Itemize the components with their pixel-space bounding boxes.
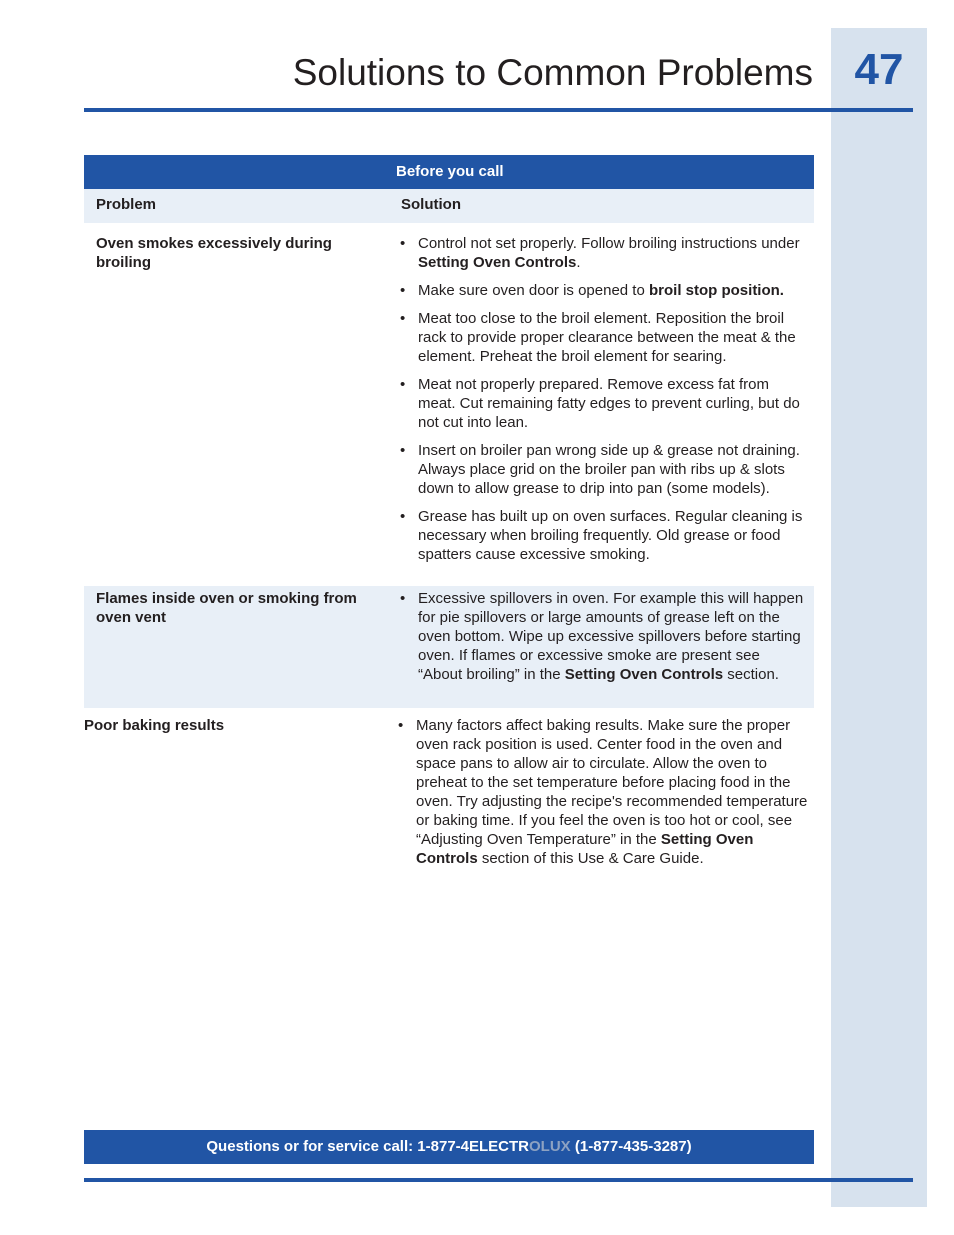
top-rule [84, 108, 913, 112]
service-call-label: Questions or for service call: 1-877-4ELECTR [206, 1138, 530, 1155]
bullet-icon: • [400, 442, 406, 459]
solution-item [389, 309, 814, 366]
solution-text: Grease has built up on oven surfaces. Regular cleaning is necessary when broiling frequently. Old grease or food spatters cause excessive smoking. [418, 508, 803, 563]
solution-emphasis: Setting Oven Controls [564, 666, 724, 683]
solution-item [389, 375, 814, 432]
solution-text: Make sure oven door is opened to [418, 282, 649, 299]
solution-list [389, 716, 814, 868]
solution-text: section of this Use & Care Guide. [477, 850, 704, 867]
solution-cell [389, 716, 814, 868]
bottom-rule [84, 1178, 913, 1182]
bullet-icon: • [400, 235, 406, 252]
table-row [84, 223, 814, 586]
solution-text: Excessive spillovers in oven. For example this will happen for pie spillovers or large amounts of grease left on the oven bottom. Wipe up excessive spillovers before starting oven. If flames or excessive smoke are present see “About broiling” in the [418, 590, 804, 683]
problem-cell: Poor baking results [84, 717, 225, 734]
page-number: 47 [854, 45, 904, 94]
bullet-icon: • [398, 717, 404, 734]
bullet-icon: • [400, 310, 406, 327]
solution-list [389, 234, 814, 564]
problem-column-header: Problem [96, 196, 157, 213]
solution-item [389, 716, 814, 868]
solution-cell [389, 589, 814, 708]
service-call-footer [84, 1130, 814, 1164]
solution-emphasis: Setting Oven Controls [416, 831, 754, 867]
problem-cell: Oven smokes excessively during broiling [96, 235, 332, 271]
brand-accent-text: OLUX [529, 1138, 571, 1155]
service-phone: (1-877-435-3287) [570, 1138, 692, 1155]
solution-column-header: Solution [401, 196, 461, 213]
table-row [84, 708, 814, 868]
solution-text: Meat too close to the broil element. Reposition the broil rack to provide proper clearance between the meat & the element. Preheat the broil element for searing. [418, 310, 796, 365]
solution-item [389, 234, 814, 272]
solution-text: section. [723, 666, 779, 683]
solution-text: Meat not properly prepared. Remove excess fat from meat. Cut remaining fatty edges to prevent curling, but do not cut into lean. [418, 376, 800, 431]
solution-item [389, 589, 814, 684]
problem-cell: Flames inside oven or smoking from oven vent [96, 590, 357, 626]
solution-emphasis: broil stop position. [648, 282, 784, 299]
solution-text: Control not set properly. Follow broiling instructions under [418, 235, 800, 252]
page-title: Solutions to Common Problems [292, 52, 813, 93]
bullet-icon: • [400, 282, 406, 299]
bullet-icon: • [400, 590, 406, 607]
solution-item [389, 507, 814, 564]
solution-text: Insert on broiler pan wrong side up & grease not draining. Always place grid on the broiler pan with ribs up & slots down to allow grease to drip into pan (some models). [418, 442, 800, 497]
solution-text: Many factors affect baking results. Make sure the proper oven rack position is used. Center food in the oven and space pans to allow air to circulate. Allow the oven to preheat to the set temperature before placing food in the oven. Try adjusting the recipe's recommended temperature or baking time. If you feel the oven is too hot or cool, see “Adjusting Oven Temperature” in the [416, 717, 808, 848]
bullet-icon: • [400, 508, 406, 525]
solution-text: . [576, 254, 581, 271]
side-panel [831, 28, 927, 1207]
solution-list [389, 589, 814, 684]
table-row [84, 586, 814, 708]
bullet-icon: • [400, 376, 406, 393]
solution-cell [389, 234, 814, 586]
table-header-row [84, 189, 814, 223]
solution-emphasis: Setting Oven Controls [418, 254, 577, 271]
table-banner: Before you call [84, 155, 814, 189]
solution-item [389, 441, 814, 498]
troubleshooting-table [84, 155, 814, 868]
solution-item [389, 281, 814, 300]
